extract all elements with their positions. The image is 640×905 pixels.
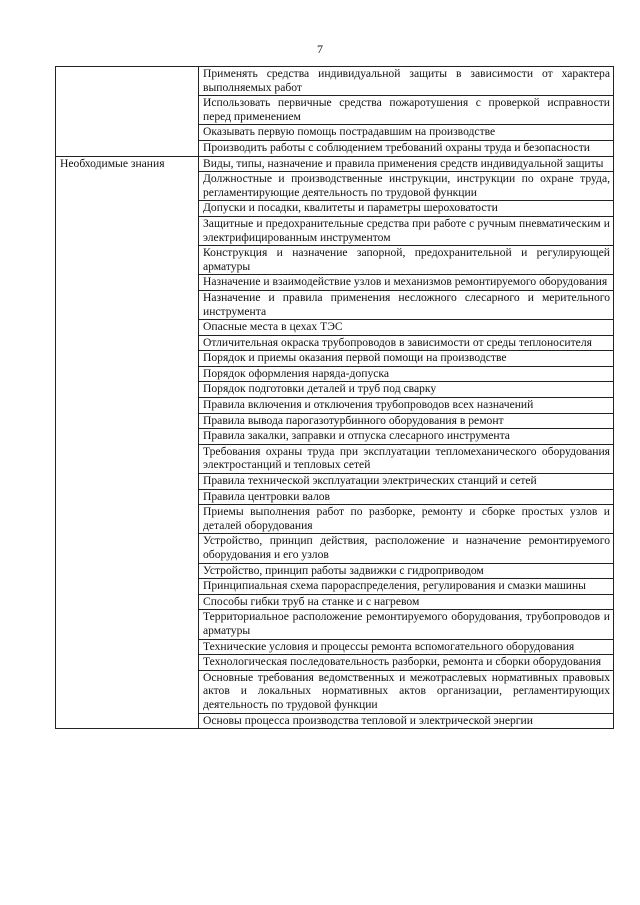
requirement-item: Конструкция и назначение запорной, предохранительной и регулирующей арматуры [199, 246, 614, 275]
requirement-item: Технологическая последовательность разборки, ремонта и сборки оборудования [199, 655, 614, 671]
requirement-item: Опасные места в цехах ТЭС [199, 320, 614, 336]
requirement-item: Виды, типы, назначение и правила применения средств индивидуальной защиты [199, 156, 614, 172]
requirement-item: Порядок и приемы оказания первой помощи на производстве [199, 351, 614, 367]
requirement-item: Должностные и производственные инструкции, инструкции по охране труда, регламентирующие деятельность по трудовой функции [199, 172, 614, 201]
requirement-item: Допуски и посадки, квалитеты и параметры шероховатости [199, 201, 614, 217]
page-number: 7 [317, 42, 323, 56]
requirement-item: Оказывать первую помощь пострадавшим на производстве [199, 125, 614, 141]
section-label: Необходимые знания [56, 156, 199, 729]
requirement-item: Основы процесса производства тепловой и электрической энергии [199, 713, 614, 729]
requirement-item: Правила технической эксплуатации электрических станций и сетей [199, 474, 614, 490]
requirement-item: Основные требования ведомственных и межотраслевых нормативных правовых актов и локальных нормативных актов организации, регламентирующих деятельность по трудовой функции [199, 670, 614, 713]
requirement-item: Правила центровки валов [199, 489, 614, 505]
requirement-item: Применять средства индивидуальной защиты в зависимости от характера выполняемых работ [199, 67, 614, 96]
requirements-table-body [56, 67, 614, 729]
requirement-item: Устройство, принцип действия, расположение и назначение ремонтируемого оборудования и его узлов [199, 534, 614, 563]
requirement-item: Отличительная окраска трубопроводов в зависимости от среды теплоносителя [199, 335, 614, 351]
requirement-item: Назначение и взаимодействие узлов и механизмов ремонтируемого оборудования [199, 275, 614, 291]
requirement-item: Правила закалки, заправки и отпуска слесарного инструмента [199, 429, 614, 445]
requirement-item: Порядок подготовки деталей и труб под сварку [199, 382, 614, 398]
section-label [56, 67, 199, 157]
requirements-table [55, 66, 614, 729]
requirement-item: Принципиальная схема парораспределения, регулирования и смазки машины [199, 579, 614, 595]
requirement-item: Территориальное расположение ремонтируемого оборудования, трубопроводов и арматуры [199, 610, 614, 639]
table-row [56, 156, 614, 172]
requirement-item: Способы гибки труб на станке и с нагревом [199, 594, 614, 610]
requirement-item: Защитные и предохранительные средства при работе с ручным пневматическим и электрифицированным инструментом [199, 216, 614, 245]
table-row [56, 67, 614, 96]
requirement-item: Назначение и правила применения несложного слесарного и мерительного инструмента [199, 290, 614, 319]
requirement-item: Порядок оформления наряда-допуска [199, 366, 614, 382]
requirement-item: Устройство, принцип работы задвижки с гидроприводом [199, 563, 614, 579]
requirement-item: Правила включения и отключения трубопроводов всех назначений [199, 398, 614, 414]
requirement-item: Приемы выполнения работ по разборке, ремонту и сборке простых узлов и деталей оборудования [199, 505, 614, 534]
requirement-item: Производить работы с соблюдением требований охраны труда и безопасности [199, 140, 614, 156]
requirement-item: Правила вывода парогазотурбинного оборудования в ремонт [199, 413, 614, 429]
requirement-item: Требования охраны труда при эксплуатации тепломеханического оборудования электростанций и тепловых сетей [199, 444, 614, 473]
requirement-item: Использовать первичные средства пожаротушения с проверкой исправности перед применением [199, 96, 614, 125]
requirement-item: Технические условия и процессы ремонта вспомогательного оборудования [199, 639, 614, 655]
